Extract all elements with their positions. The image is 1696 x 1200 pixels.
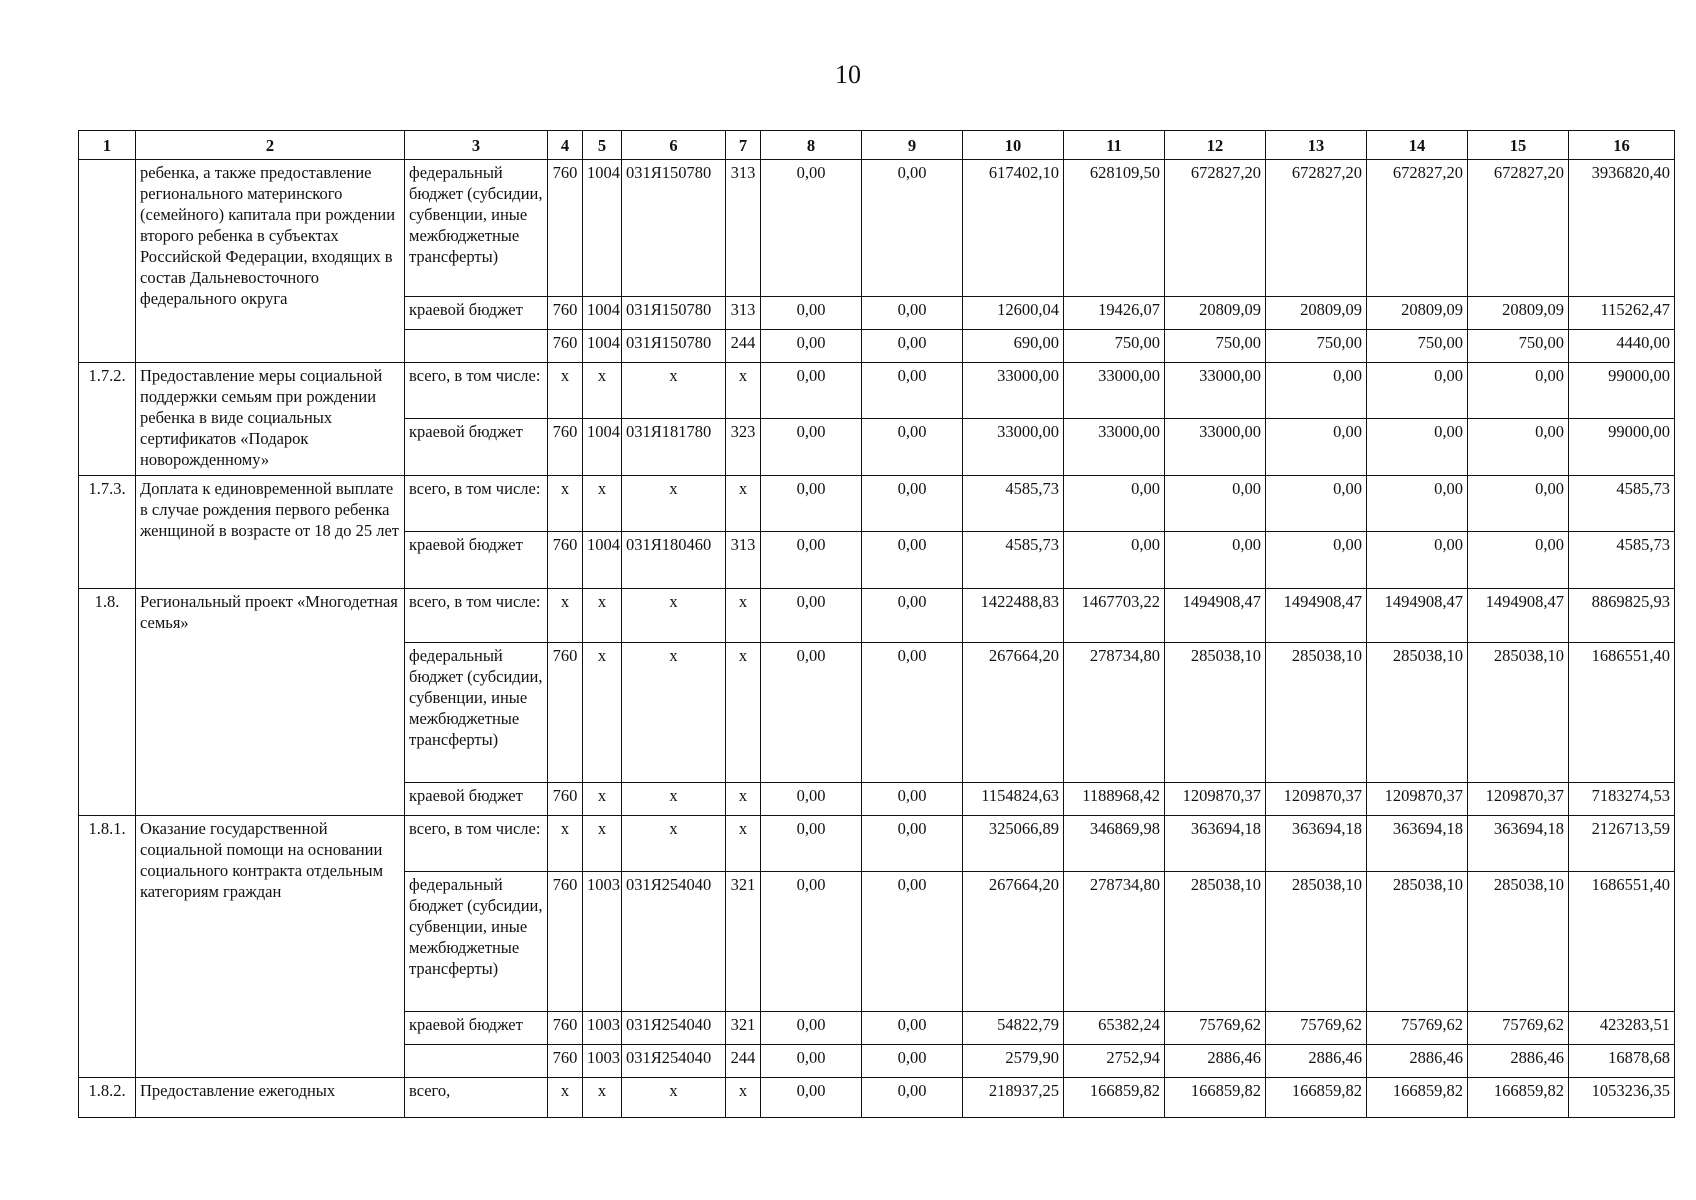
expense-type-code: 321 bbox=[726, 1012, 761, 1045]
amount-cell: 0,00 bbox=[1367, 532, 1468, 589]
amount-cell: 0,00 bbox=[1266, 419, 1367, 476]
table-row bbox=[79, 816, 1675, 872]
amount-cell: 16878,68 bbox=[1569, 1045, 1675, 1078]
section-code: 1004 bbox=[583, 419, 622, 476]
amount-cell: 54822,79 bbox=[963, 1012, 1064, 1045]
amount-cell: 7183274,53 bbox=[1569, 783, 1675, 816]
amount-cell: 690,00 bbox=[963, 330, 1064, 363]
target-article-code: 031Я254040 bbox=[622, 1045, 726, 1078]
amount-cell: 0,00 bbox=[1266, 532, 1367, 589]
amount-cell: 285038,10 bbox=[1165, 872, 1266, 1012]
amount-cell: 20809,09 bbox=[1266, 297, 1367, 330]
amount-cell: 363694,18 bbox=[1165, 816, 1266, 872]
amount-cell: 33000,00 bbox=[963, 363, 1064, 419]
column-header: 14 bbox=[1367, 131, 1468, 160]
amount-cell: 166859,82 bbox=[1468, 1078, 1569, 1118]
admin-code: х bbox=[548, 476, 583, 532]
section-code: х bbox=[583, 476, 622, 532]
amount-cell: 278734,80 bbox=[1064, 643, 1165, 783]
admin-code: 760 bbox=[548, 532, 583, 589]
section-code: 1003 bbox=[583, 1012, 622, 1045]
admin-code: 760 bbox=[548, 160, 583, 297]
amount-cell: 267664,20 bbox=[963, 872, 1064, 1012]
amount-cell: 285038,10 bbox=[1266, 643, 1367, 783]
funding-source: краевой бюджет bbox=[405, 1012, 548, 1045]
amount-cell: 278734,80 bbox=[1064, 872, 1165, 1012]
amount-cell: 0,00 bbox=[862, 330, 963, 363]
column-header: 11 bbox=[1064, 131, 1165, 160]
column-header: 2 bbox=[136, 131, 405, 160]
amount-cell: 0,00 bbox=[761, 1045, 862, 1078]
amount-cell: 285038,10 bbox=[1468, 643, 1569, 783]
amount-cell: 0,00 bbox=[761, 1012, 862, 1045]
amount-cell: 1154824,63 bbox=[963, 783, 1064, 816]
amount-cell: 4585,73 bbox=[963, 532, 1064, 589]
item-number: 1.7.3. bbox=[79, 476, 136, 589]
amount-cell: 1494908,47 bbox=[1266, 589, 1367, 643]
amount-cell: 99000,00 bbox=[1569, 363, 1675, 419]
amount-cell: 285038,10 bbox=[1367, 872, 1468, 1012]
expense-type-code: 323 bbox=[726, 419, 761, 476]
section-code: 1004 bbox=[583, 330, 622, 363]
column-header: 9 bbox=[862, 131, 963, 160]
table-body bbox=[79, 160, 1675, 1118]
amount-cell: 0,00 bbox=[862, 816, 963, 872]
expense-type-code: 244 bbox=[726, 1045, 761, 1078]
item-number bbox=[79, 160, 136, 363]
amount-cell: 3936820,40 bbox=[1569, 160, 1675, 297]
amount-cell: 0,00 bbox=[761, 160, 862, 297]
amount-cell: 0,00 bbox=[761, 532, 862, 589]
amount-cell: 1494908,47 bbox=[1165, 589, 1266, 643]
admin-code: 760 bbox=[548, 783, 583, 816]
item-number: 1.7.2. bbox=[79, 363, 136, 476]
amount-cell: 0,00 bbox=[862, 532, 963, 589]
table-row bbox=[79, 476, 1675, 532]
amount-cell: 33000,00 bbox=[1165, 363, 1266, 419]
amount-cell: 8869825,93 bbox=[1569, 589, 1675, 643]
admin-code: 760 bbox=[548, 1012, 583, 1045]
admin-code: 760 bbox=[548, 330, 583, 363]
expense-type-code: х bbox=[726, 783, 761, 816]
amount-cell: 1209870,37 bbox=[1165, 783, 1266, 816]
section-code: х bbox=[583, 816, 622, 872]
amount-cell: 750,00 bbox=[1468, 330, 1569, 363]
item-number: 1.8.1. bbox=[79, 816, 136, 1078]
amount-cell: 1188968,42 bbox=[1064, 783, 1165, 816]
amount-cell: 750,00 bbox=[1064, 330, 1165, 363]
amount-cell: 325066,89 bbox=[963, 816, 1064, 872]
column-header: 10 bbox=[963, 131, 1064, 160]
item-title: ребенка, а также предоставление регионального материнского (семейного) капитала при рождении второго ребенка в субъектах Российской Федерации, входящих в состав Дальневосточного федерального округа bbox=[136, 160, 405, 363]
expense-type-code: 313 bbox=[726, 297, 761, 330]
amount-cell: 1209870,37 bbox=[1367, 783, 1468, 816]
amount-cell: 1209870,37 bbox=[1468, 783, 1569, 816]
amount-cell: 4585,73 bbox=[963, 476, 1064, 532]
target-article-code: 031Я254040 bbox=[622, 872, 726, 1012]
amount-cell: 0,00 bbox=[1367, 419, 1468, 476]
admin-code: х bbox=[548, 589, 583, 643]
funding-source: всего, в том числе: bbox=[405, 476, 548, 532]
column-header: 3 bbox=[405, 131, 548, 160]
amount-cell: 0,00 bbox=[862, 297, 963, 330]
amount-cell: 1494908,47 bbox=[1367, 589, 1468, 643]
target-article-code: х bbox=[622, 643, 726, 783]
amount-cell: 0,00 bbox=[862, 1012, 963, 1045]
amount-cell: 20809,09 bbox=[1468, 297, 1569, 330]
expense-type-code: х bbox=[726, 589, 761, 643]
amount-cell: 2579,90 bbox=[963, 1045, 1064, 1078]
amount-cell: 0,00 bbox=[761, 419, 862, 476]
amount-cell: 166859,82 bbox=[1064, 1078, 1165, 1118]
amount-cell: 0,00 bbox=[761, 330, 862, 363]
section-code: х bbox=[583, 363, 622, 419]
expense-type-code: х bbox=[726, 476, 761, 532]
admin-code: 760 bbox=[548, 297, 583, 330]
amount-cell: 2886,46 bbox=[1266, 1045, 1367, 1078]
funding-source: федеральный бюджет (субсидии, субвенции, иные межбюджетные трансферты) bbox=[405, 872, 548, 1012]
amount-cell: 0,00 bbox=[1165, 476, 1266, 532]
item-title: Оказание государственной социальной помощи на основании социального контракта отдельным категориям граждан bbox=[136, 816, 405, 1078]
amount-cell: 0,00 bbox=[1468, 419, 1569, 476]
table-row bbox=[79, 1078, 1675, 1118]
expense-type-code: х bbox=[726, 1078, 761, 1118]
amount-cell: 0,00 bbox=[862, 872, 963, 1012]
amount-cell: 672827,20 bbox=[1266, 160, 1367, 297]
amount-cell: 33000,00 bbox=[1064, 419, 1165, 476]
amount-cell: 2886,46 bbox=[1367, 1045, 1468, 1078]
target-article-code: 031Я181780 bbox=[622, 419, 726, 476]
expense-type-code: 321 bbox=[726, 872, 761, 1012]
amount-cell: 4585,73 bbox=[1569, 476, 1675, 532]
amount-cell: 750,00 bbox=[1165, 330, 1266, 363]
amount-cell: 4585,73 bbox=[1569, 532, 1675, 589]
amount-cell: 2752,94 bbox=[1064, 1045, 1165, 1078]
target-article-code: 031Я150780 bbox=[622, 160, 726, 297]
column-header: 15 bbox=[1468, 131, 1569, 160]
expense-type-code: х bbox=[726, 363, 761, 419]
admin-code: х bbox=[548, 1078, 583, 1118]
amount-cell: 0,00 bbox=[1468, 476, 1569, 532]
amount-cell: 65382,24 bbox=[1064, 1012, 1165, 1045]
amount-cell: 750,00 bbox=[1367, 330, 1468, 363]
amount-cell: 0,00 bbox=[1468, 532, 1569, 589]
amount-cell: 0,00 bbox=[761, 872, 862, 1012]
amount-cell: 0,00 bbox=[862, 643, 963, 783]
section-code: 1003 bbox=[583, 872, 622, 1012]
target-article-code: 031Я150780 bbox=[622, 297, 726, 330]
amount-cell: 166859,82 bbox=[1266, 1078, 1367, 1118]
funding-source: всего, в том числе: bbox=[405, 589, 548, 643]
amount-cell: 1494908,47 bbox=[1468, 589, 1569, 643]
item-number: 1.8. bbox=[79, 589, 136, 816]
funding-source: всего, в том числе: bbox=[405, 816, 548, 872]
target-article-code: х bbox=[622, 816, 726, 872]
admin-code: х bbox=[548, 363, 583, 419]
column-header: 12 bbox=[1165, 131, 1266, 160]
funding-source bbox=[405, 330, 548, 363]
funding-source: федеральный бюджет (субсидии, субвенции, иные межбюджетные трансферты) bbox=[405, 643, 548, 783]
amount-cell: 363694,18 bbox=[1266, 816, 1367, 872]
amount-cell: 19426,07 bbox=[1064, 297, 1165, 330]
amount-cell: 267664,20 bbox=[963, 643, 1064, 783]
amount-cell: 0,00 bbox=[862, 1045, 963, 1078]
column-header: 5 bbox=[583, 131, 622, 160]
target-article-code: х bbox=[622, 476, 726, 532]
table-row bbox=[79, 363, 1675, 419]
amount-cell: 0,00 bbox=[1266, 363, 1367, 419]
amount-cell: 1467703,22 bbox=[1064, 589, 1165, 643]
amount-cell: 166859,82 bbox=[1165, 1078, 1266, 1118]
expense-type-code: х bbox=[726, 816, 761, 872]
section-code: 1004 bbox=[583, 532, 622, 589]
amount-cell: 0,00 bbox=[862, 1078, 963, 1118]
admin-code: 760 bbox=[548, 419, 583, 476]
amount-cell: 346869,98 bbox=[1064, 816, 1165, 872]
amount-cell: 0,00 bbox=[1064, 532, 1165, 589]
amount-cell: 672827,20 bbox=[1165, 160, 1266, 297]
funding-source: краевой бюджет bbox=[405, 783, 548, 816]
funding-source: всего, в том числе: bbox=[405, 363, 548, 419]
amount-cell: 33000,00 bbox=[1165, 419, 1266, 476]
admin-code: 760 bbox=[548, 872, 583, 1012]
target-article-code: х bbox=[622, 783, 726, 816]
amount-cell: 0,00 bbox=[1367, 363, 1468, 419]
amount-cell: 1422488,83 bbox=[963, 589, 1064, 643]
expense-type-code: 313 bbox=[726, 532, 761, 589]
section-code: х bbox=[583, 1078, 622, 1118]
amount-cell: 285038,10 bbox=[1468, 872, 1569, 1012]
expense-type-code: 313 bbox=[726, 160, 761, 297]
amount-cell: 0,00 bbox=[862, 783, 963, 816]
section-code: 1004 bbox=[583, 160, 622, 297]
amount-cell: 0,00 bbox=[862, 160, 963, 297]
amount-cell: 166859,82 bbox=[1367, 1078, 1468, 1118]
amount-cell: 1053236,35 bbox=[1569, 1078, 1675, 1118]
funding-source: федеральный бюджет (субсидии, субвенции, иные межбюджетные трансферты) bbox=[405, 160, 548, 297]
amount-cell: 20809,09 bbox=[1165, 297, 1266, 330]
admin-code: 760 bbox=[548, 643, 583, 783]
table-row bbox=[79, 589, 1675, 643]
funding-source: краевой бюджет bbox=[405, 297, 548, 330]
amount-cell: 363694,18 bbox=[1468, 816, 1569, 872]
page-number: 10 bbox=[835, 60, 861, 89]
amount-cell: 0,00 bbox=[862, 589, 963, 643]
amount-cell: 0,00 bbox=[761, 297, 862, 330]
amount-cell: 2886,46 bbox=[1165, 1045, 1266, 1078]
amount-cell: 33000,00 bbox=[963, 419, 1064, 476]
admin-code: х bbox=[548, 816, 583, 872]
amount-cell: 285038,10 bbox=[1165, 643, 1266, 783]
column-header: 4 bbox=[548, 131, 583, 160]
amount-cell: 75769,62 bbox=[1367, 1012, 1468, 1045]
target-article-code: х bbox=[622, 1078, 726, 1118]
amount-cell: 2126713,59 bbox=[1569, 816, 1675, 872]
amount-cell: 0,00 bbox=[761, 363, 862, 419]
column-header: 1 bbox=[79, 131, 136, 160]
amount-cell: 628109,50 bbox=[1064, 160, 1165, 297]
amount-cell: 75769,62 bbox=[1165, 1012, 1266, 1045]
amount-cell: 0,00 bbox=[761, 783, 862, 816]
section-code: х bbox=[583, 783, 622, 816]
target-article-code: 031Я180460 bbox=[622, 532, 726, 589]
amount-cell: 0,00 bbox=[761, 1078, 862, 1118]
section-code: 1004 bbox=[583, 297, 622, 330]
amount-cell: 0,00 bbox=[1266, 476, 1367, 532]
amount-cell: 1686551,40 bbox=[1569, 872, 1675, 1012]
amount-cell: 75769,62 bbox=[1468, 1012, 1569, 1045]
section-code: х bbox=[583, 643, 622, 783]
target-article-code: х bbox=[622, 363, 726, 419]
amount-cell: 363694,18 bbox=[1367, 816, 1468, 872]
amount-cell: 672827,20 bbox=[1468, 160, 1569, 297]
amount-cell: 0,00 bbox=[862, 419, 963, 476]
funding-source: краевой бюджет bbox=[405, 532, 548, 589]
amount-cell: 0,00 bbox=[761, 816, 862, 872]
amount-cell: 0,00 bbox=[1468, 363, 1569, 419]
column-header: 13 bbox=[1266, 131, 1367, 160]
amount-cell: 218937,25 bbox=[963, 1078, 1064, 1118]
target-article-code: 031Я150780 bbox=[622, 330, 726, 363]
amount-cell: 20809,09 bbox=[1367, 297, 1468, 330]
amount-cell: 1686551,40 bbox=[1569, 643, 1675, 783]
amount-cell: 0,00 bbox=[862, 363, 963, 419]
amount-cell: 0,00 bbox=[862, 476, 963, 532]
item-number: 1.8.2. bbox=[79, 1078, 136, 1118]
column-header: 8 bbox=[761, 131, 862, 160]
target-article-code: х bbox=[622, 589, 726, 643]
item-title: Доплата к единовременной выплате в случае рождения первого ребенка женщиной в возрасте от 18 до 25 лет bbox=[136, 476, 405, 589]
amount-cell: 33000,00 bbox=[1064, 363, 1165, 419]
target-article-code: 031Я254040 bbox=[622, 1012, 726, 1045]
amount-cell: 750,00 bbox=[1266, 330, 1367, 363]
amount-cell: 0,00 bbox=[761, 589, 862, 643]
section-code: 1003 bbox=[583, 1045, 622, 1078]
amount-cell: 0,00 bbox=[1064, 476, 1165, 532]
table-row bbox=[79, 160, 1675, 297]
amount-cell: 115262,47 bbox=[1569, 297, 1675, 330]
expense-type-code: х bbox=[726, 643, 761, 783]
amount-cell: 0,00 bbox=[761, 643, 862, 783]
amount-cell: 285038,10 bbox=[1367, 643, 1468, 783]
header-row bbox=[79, 131, 1675, 160]
funding-source: краевой бюджет bbox=[405, 419, 548, 476]
amount-cell: 0,00 bbox=[1165, 532, 1266, 589]
item-title: Региональный проект «Многодетная семья» bbox=[136, 589, 405, 816]
amount-cell: 75769,62 bbox=[1266, 1012, 1367, 1045]
item-title: Предоставление ежегодных bbox=[136, 1078, 405, 1118]
amount-cell: 285038,10 bbox=[1266, 872, 1367, 1012]
amount-cell: 1209870,37 bbox=[1266, 783, 1367, 816]
budget-table bbox=[78, 130, 1675, 1118]
amount-cell: 0,00 bbox=[1367, 476, 1468, 532]
amount-cell: 672827,20 bbox=[1367, 160, 1468, 297]
amount-cell: 0,00 bbox=[761, 476, 862, 532]
column-header: 7 bbox=[726, 131, 761, 160]
amount-cell: 423283,51 bbox=[1569, 1012, 1675, 1045]
funding-source: всего, bbox=[405, 1078, 548, 1118]
funding-source bbox=[405, 1045, 548, 1078]
section-code: х bbox=[583, 589, 622, 643]
amount-cell: 99000,00 bbox=[1569, 419, 1675, 476]
item-title: Предоставление меры социальной поддержки семьям при рождении ребенка в виде социальных сертификатов «Подарок новорожденному» bbox=[136, 363, 405, 476]
admin-code: 760 bbox=[548, 1045, 583, 1078]
amount-cell: 4440,00 bbox=[1569, 330, 1675, 363]
expense-type-code: 244 bbox=[726, 330, 761, 363]
column-header: 6 bbox=[622, 131, 726, 160]
amount-cell: 2886,46 bbox=[1468, 1045, 1569, 1078]
column-header: 16 bbox=[1569, 131, 1675, 160]
amount-cell: 617402,10 bbox=[963, 160, 1064, 297]
amount-cell: 12600,04 bbox=[963, 297, 1064, 330]
